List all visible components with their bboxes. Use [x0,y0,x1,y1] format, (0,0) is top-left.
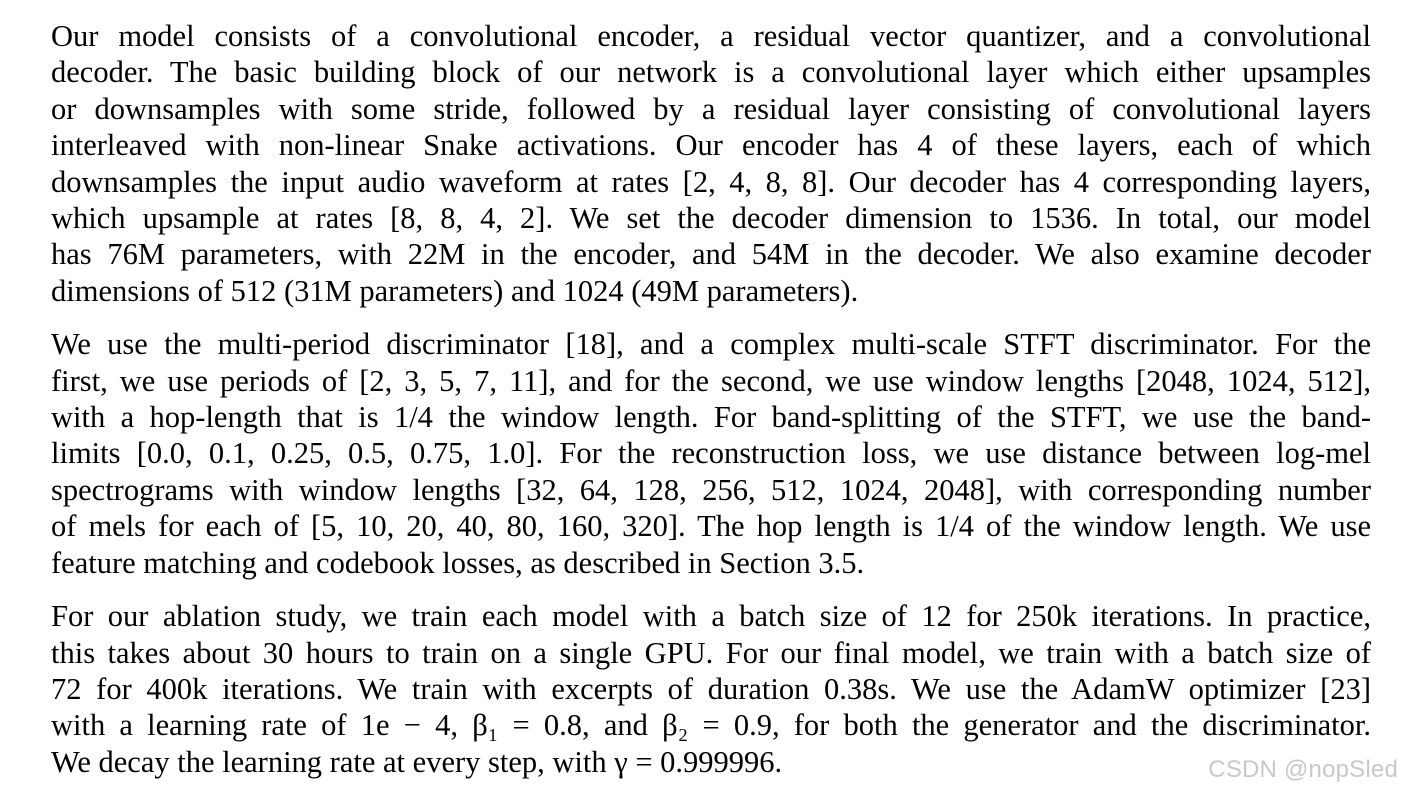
text-line: downsamples the input audio waveform at rates [2, 4, 8, 8]. Our decoder has 4 corresponding layers, [51,164,1371,199]
paragraph-training [51,598,1371,780]
paper-body [51,18,1371,797]
paragraph-discriminators [51,326,1371,581]
text-line: spectrograms with window lengths [32, 64, 128, 256, 512, 1024, 2048], with corresponding number [51,472,1371,507]
text-line: first, we use periods of [2, 3, 5, 7, 11], and for the second, we use window lengths [2048, 1024, 512], [51,363,1371,398]
text-line: We decay the learning rate at every step, with γ = 0.999996. [51,744,783,779]
text-line: with a hop-length that is 1/4 the window length. For band-splitting of the STFT, we use the band- [51,400,1371,435]
text-line: Our model consists of a convolutional encoder, a residual vector quantizer, and a convolutional [51,19,1371,53]
text-line: dimensions of 512 (31M parameters) and 1024 (49M parameters). [51,273,859,308]
text-line: has 76M parameters, with 22M in the encoder, and 54M in the decoder. We also examine decoder [51,237,1371,272]
text-line: 72 for 400k iterations. We train with excerpts of duration 0.38s. We use the AdamW optimizer [23] [51,671,1371,706]
text-line: with a learning rate of 1e − 4, β₁ = 0.8, and β₂ = 0.9, for both the generator and the discriminator. [51,708,1371,743]
text-line: or downsamples with some stride, followed by a residual layer consisting of convolutional layers [51,91,1371,126]
text-line: this takes about 30 hours to train on a single GPU. For our final model, we train with a batch size of [51,635,1371,670]
text-line: interleaved with non-linear Snake activations. Our encoder has 4 of these layers, each of which [51,128,1371,163]
paragraph-model-architecture [51,18,1371,309]
text-line: For our ablation study, we train each model with a batch size of 12 for 250k iterations. In practice, [51,599,1371,634]
text-line: of mels for each of [5, 10, 20, 40, 80, 160, 320]. The hop length is 1/4 of the window length. We use [51,509,1371,544]
text-line: which upsample at rates [8, 8, 4, 2]. We set the decoder dimension to 1536. In total, our model [51,201,1371,236]
watermark: CSDN @nopSled [1208,756,1398,783]
text-line: limits [0.0, 0.1, 0.25, 0.5, 0.75, 1.0]. For the reconstruction loss, we use distance between log-mel [51,436,1371,471]
text-line: decoder. The basic building block of our network is a convolutional layer which either upsamples [51,55,1371,90]
text-line: We use the multi-period discriminator [18], and a complex multi-scale STFT discriminator. For the [51,327,1371,362]
text-line: feature matching and codebook losses, as described in Section 3.5. [51,545,865,580]
